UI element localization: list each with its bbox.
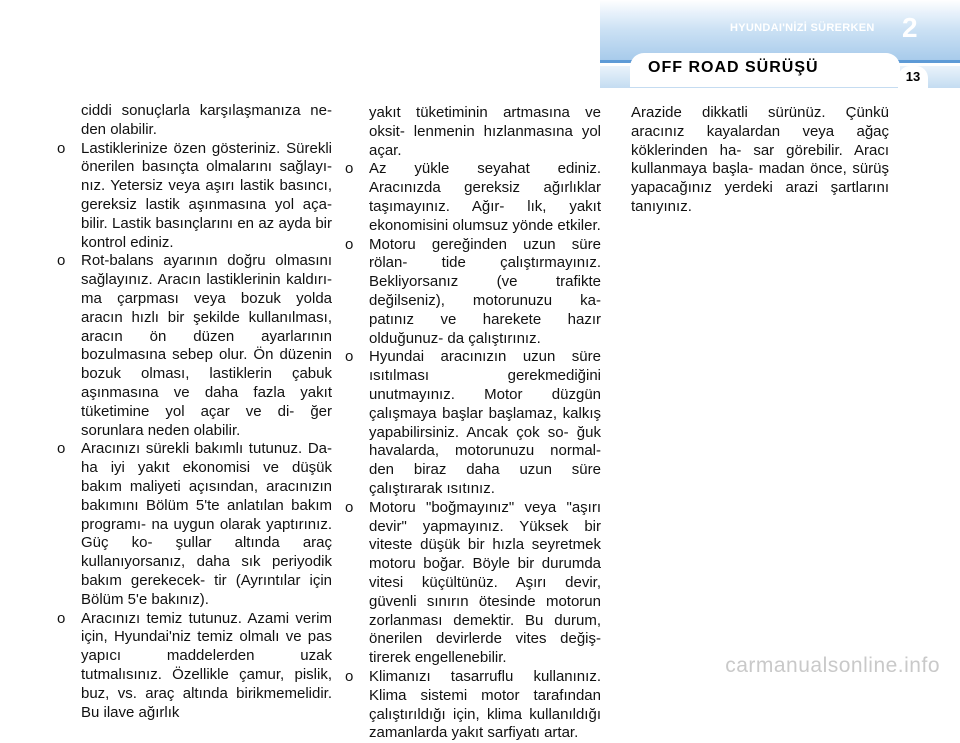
chapter-number: 2: [902, 12, 918, 43]
bullet-marker: o: [57, 139, 66, 157]
bullet-item: [55, 140, 332, 253]
bullet-marker: o: [57, 609, 66, 627]
column-2: [343, 104, 601, 743]
bullet-text: Az yükle seyahat ediniz. Aracınızda gereksiz ağırlıklar taşımayınız. Ağır- lık, yakıt ekonomisini olumsuz yönde etkiler.: [369, 160, 601, 234]
bullet-marker: o: [57, 440, 66, 458]
bullet-item: [343, 348, 601, 498]
bullet-marker: o: [345, 667, 354, 685]
column-1: [55, 102, 332, 722]
bullet-marker: o: [57, 252, 66, 270]
title-tab: [630, 53, 900, 87]
bullet-text: Aracınızı temiz tutunuz. Azami verim için, Hyundai'niz temiz olmalı ve pas yapıcı maddelerden uzak tutmalısınız. Özellikle çamur, pislik, buz, vs. araç altında birikmemelidir. Bu ilave ağırlık: [81, 609, 332, 721]
bullet-text: Motoru "boğmayınız" veya "aşırı devir" yapmayınız. Yüksek bir viteste düşük bir hızla seyretmek motoru boğar. Böyle bir durumda vitesi küçültünüz. Aşırı devir, güvenli sınırın ötesinde motorun zorlanması demektir. Bu durum, önerilen devirlerde vites değiş- tirerek engellenebilir.: [369, 498, 601, 667]
bullet-text: Hyundai aracınızın uzun süre ısıtılması gerekmediğini unutmayınız. Motor düzgün çalışmaya başlar başlamaz, kalkış yapabilirsiniz. Ancak çok so- ğuk havalarda, motorunuzu normal- den biraz daha uzun süre çalıştırarak ısıtınız.: [369, 348, 601, 497]
bullet-marker: o: [345, 235, 354, 253]
bullet-item: [55, 610, 332, 723]
off-road-paragraph: Arazide dikkatli sürünüz. Çünkü aracınız kayalardan veya ağaç köklerinden ha- sar görebilir. Aracı kullanmaya başla- madan önce, sürüş yapacağınız yerdeki arazi şartlarını tanıyınız.: [631, 104, 889, 215]
page-title: OFF ROAD SÜRÜŞÜ: [648, 59, 819, 76]
section-label: HYUNDAI'NİZİ SÜRERKEN: [730, 22, 875, 34]
watermark: carmanualsonline.info: [725, 654, 940, 677]
column-3: [631, 104, 889, 217]
bullet-marker: o: [345, 498, 354, 516]
bullet-text: Klimanızı tasarruflu kullanınız. Klima sistemi motor tarafından çalıştırıldığı için, klima kullanıldığı zamanlarda yakıt sarfiyatı artar.: [369, 667, 601, 742]
bullet-marker: o: [345, 160, 354, 178]
bullet-text: Motoru gereğinden uzun süre rölan- tide çalıştırmayınız. Bekliyorsanız (ve trafikte değilseniz), motorunuzu ka- patınız ve harekete hazır olduğunuz- da çalıştırınız.: [369, 235, 601, 347]
bullet-marker: o: [345, 348, 354, 366]
page-number-tab: [898, 66, 928, 88]
bullet-item: [343, 499, 601, 668]
page-number: 13: [905, 69, 921, 84]
bullet-text: Lastiklerinize özen gösteriniz. Sürekli önerilen basınçta olmalarını sağlayı- nız. Yetersiz veya aşırı lastik basıncı, gereksiz lastik aşınmasına yol aça- bilir. Lastik basınçlarını en az ayda bir kontrol ediniz.: [81, 139, 332, 251]
bullet-text: Rot-balans ayarının doğru olmasını sağlayınız. Aracın lastiklerinin kaldırı- ma çarpması veya bozuk yolda aracın hızlı bir şekilde kullanılması, aracın ön düzen ayarlarının bozulmasına sebep olur. Ön düzenin bozuk olması, lastiklerin çabuk aşınmasına ve daha fazla yakıt tüketimine yol açar ve di- ğer sorunlara neden olabilir.: [81, 252, 332, 439]
bullet-item: [55, 440, 332, 609]
paragraph-continuation: ciddi sonuçlarla karşılaşmanıza ne- den olabilir.: [81, 102, 332, 138]
bullet-item: [343, 160, 601, 235]
bullet-text: Aracınızı sürekli bakımlı tutunuz. Da- ha iyi yakıt ekonomisi ve düşük bakım maliyeti açısından, aracınızın bakımını Bölüm 5'te anlatılan bakım programı- na uygun olarak yaptırınız. Güç ko- şullar altında araç kullanıyorsanız, daha sık periyodik bakım gerekecek- tir (Ayrıntılar için Bölüm 5'e bakınız).: [81, 440, 332, 608]
bullet-item: [55, 252, 332, 440]
paragraph-continuation: yakıt tüketiminin artmasına ve oksit- lenmenin hızlanmasına yol açar.: [369, 104, 601, 159]
page-header: [600, 0, 960, 90]
bullet-item: [343, 668, 601, 743]
bullet-item: [343, 236, 601, 349]
